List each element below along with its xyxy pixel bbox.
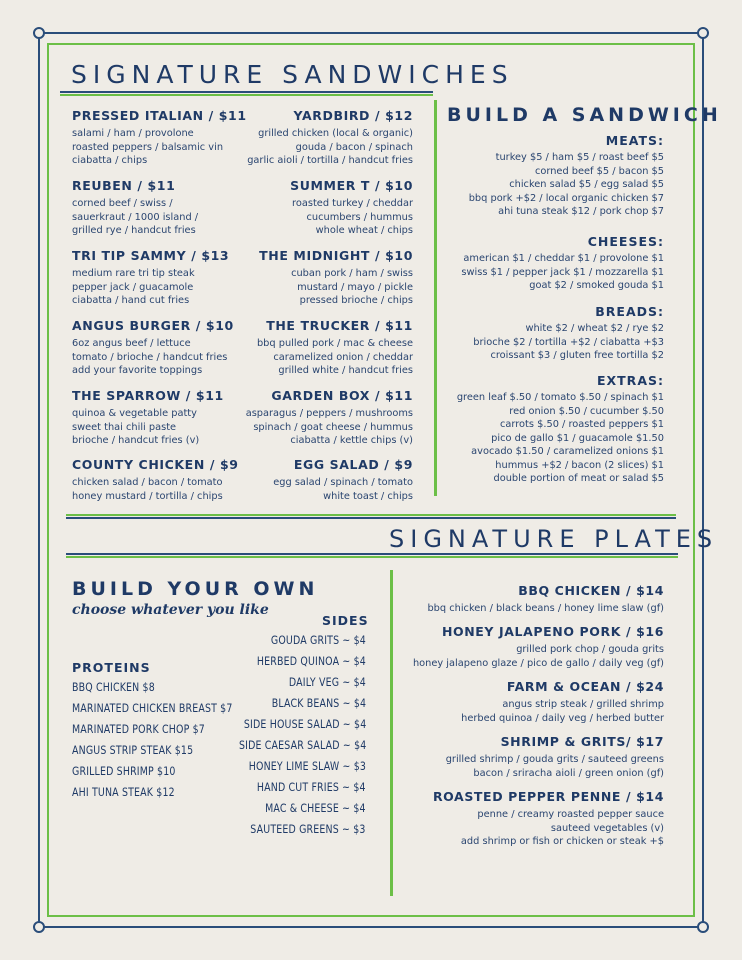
plate-description-line: herbed quinoa / daily veg / herbed butter <box>461 712 664 724</box>
build-option-line: ahi tuna steak $12 / pork chop $7 <box>498 206 664 217</box>
sandwich-description <box>257 337 413 378</box>
sandwich-description-line: ciabatta / chips <box>72 155 148 166</box>
build-section-lines <box>461 252 664 293</box>
plates-title: SIGNATURE PLATES <box>389 525 719 553</box>
build-section-lines <box>469 151 664 219</box>
plate-description-line: penne / creamy roasted pepper sauce <box>477 809 664 820</box>
plate-description-line: add shrimp or fish or chicken or steak +$ <box>460 836 664 847</box>
build-section-label: EXTRAS: <box>596 373 664 388</box>
plate-description <box>413 643 664 670</box>
sandwich-name: GARDEN BOX / $11 <box>271 388 413 403</box>
sandwich-name: EGG SALAD / $9 <box>293 457 413 472</box>
sandwich-description-line: roasted peppers / balsamic vin <box>72 141 224 153</box>
sandwich-description-line: salami / ham / provolone <box>72 128 194 139</box>
frame-corner-ornament <box>33 921 45 933</box>
divider <box>66 556 678 558</box>
sandwich-description-line: grilled rye / handcut fries <box>72 225 196 236</box>
sandwich-description-line: asparagus / peppers / mushrooms <box>245 408 413 419</box>
plate-name: ROASTED PEPPER PENNE / $14 <box>432 789 664 804</box>
sandwich-description-line: roasted turkey / cheddar <box>292 198 413 209</box>
sandwich-description-line: add your favorite toppings <box>72 365 203 376</box>
side-item: HAND CUT FRIES ~ $4 <box>257 780 366 794</box>
column-divider <box>390 570 393 896</box>
build-option-line: green leaf $.50 / tomato $.50 / spinach $1 <box>456 392 664 403</box>
sandwich-description-line: pressed brioche / chips <box>299 295 413 306</box>
build-option-line: corned beef $5 / bacon $5 <box>534 165 664 177</box>
sandwich-description-line: caramelized onion / cheddar <box>273 351 413 363</box>
sandwich-description-line: gouda / bacon / spinach <box>295 141 413 153</box>
protein-item: BBQ CHICKEN $8 <box>72 680 155 694</box>
plate-description-line: honey jalapeno glaze / pico de gallo / daily veg (gf) <box>412 657 664 669</box>
sandwich-name: REUBEN / $11 <box>72 178 176 193</box>
build-your-own-subtitle: choose whatever you like <box>72 602 269 618</box>
plate-name: HONEY JALAPENO PORK / $16 <box>441 624 664 639</box>
plate-description-line: grilled shrimp / gouda grits / sauteed greens <box>445 754 664 765</box>
sandwich-description <box>291 267 413 308</box>
sandwich-description-line: quinoa & vegetable patty <box>72 408 197 419</box>
sandwich-description-line: medium rare tri tip steak <box>72 268 195 279</box>
proteins-label: PROTEINS <box>72 660 151 675</box>
sandwich-name: THE SPARROW / $11 <box>72 388 224 403</box>
sandwich-description-line: sweet thai chili paste <box>72 421 177 433</box>
plate-description <box>461 698 664 725</box>
protein-item: ANGUS STRIP STEAK $15 <box>72 743 194 757</box>
plate-description <box>461 808 664 849</box>
side-item: DAILY VEG ~ $4 <box>288 675 366 689</box>
plate-name: FARM & OCEAN / $24 <box>506 679 664 694</box>
protein-item: AHI TUNA STEAK $12 <box>72 785 175 799</box>
sandwich-description <box>247 127 413 168</box>
sandwich-name: THE TRUCKER / $11 <box>266 318 413 333</box>
divider <box>66 514 676 516</box>
build-option-line: chicken salad $5 / egg salad $5 <box>509 179 664 190</box>
build-option-line: goat $2 / smoked gouda $1 <box>529 280 664 291</box>
build-section-lines <box>473 322 664 363</box>
side-item: SIDE CAESAR SALAD ~ $4 <box>238 738 366 752</box>
plate-name: SHRIMP & GRITS/ $17 <box>500 734 664 749</box>
sandwich-description-line: ciabatta / hand cut fries <box>72 295 190 306</box>
plate-description-line: angus strip steak / grilled shrimp <box>502 699 664 710</box>
sandwich-description-line: whole wheat / chips <box>315 225 413 236</box>
build-option-line: hummus +$2 / bacon (2 slices) $1 <box>495 459 664 471</box>
build-option-line: pico de gallo $1 / guacamole $1.50 <box>491 432 664 444</box>
sandwich-description <box>72 476 223 503</box>
sandwich-description-line: pepper jack / guacamole <box>72 281 194 293</box>
sandwich-description <box>292 197 413 238</box>
sandwich-description-line: tomato / brioche / handcut fries <box>72 351 228 363</box>
sandwich-description <box>72 337 227 378</box>
side-item: SAUTEED GREENS ~ $3 <box>250 822 366 836</box>
sandwich-name: COUNTY CHICKEN / $9 <box>72 457 239 472</box>
frame-corner-ornament <box>697 921 709 933</box>
plate-description-line: grilled pork chop / gouda grits <box>516 644 664 655</box>
side-item: BLACK BEANS ~ $4 <box>271 696 366 710</box>
column-divider <box>434 100 437 496</box>
protein-item: MARINATED PORK CHOP $7 <box>72 722 205 736</box>
build-option-line: swiss $1 / pepper jack $1 / mozzarella $1 <box>461 266 664 278</box>
divider <box>66 517 676 519</box>
sandwich-description-line: cucumbers / hummus <box>306 211 413 223</box>
sandwich-description-line: bbq pulled pork / mac & cheese <box>256 338 413 349</box>
sandwich-description-line: spinach / goat cheese / hummus <box>253 421 413 433</box>
build-option-line: turkey $5 / ham $5 / roast beef $5 <box>495 152 664 163</box>
sandwich-name: ANGUS BURGER / $10 <box>72 318 234 333</box>
side-item: GOUDA GRITS ~ $4 <box>270 633 366 647</box>
sandwich-name: THE MIDNIGHT / $10 <box>259 248 413 263</box>
build-option-line: brioche $2 / tortilla +$2 / ciabatta +$3 <box>473 336 664 348</box>
frame-corner-ornament <box>697 27 709 39</box>
plate-description <box>446 753 664 780</box>
sandwich-description <box>72 127 223 168</box>
build-section-label: CHEESES: <box>587 234 664 249</box>
sandwich-description-line: 6oz angus beef / lettuce <box>72 338 191 349</box>
build-option-line: american $1 / cheddar $1 / provolone $1 <box>463 253 664 264</box>
sandwiches-title: SIGNATURE SANDWICHES <box>71 60 514 89</box>
build-option-line: red onion $.50 / cucumber $.50 <box>509 405 664 417</box>
build-option-line: white $2 / wheat $2 / rye $2 <box>525 323 664 334</box>
side-item: HERBED QUINOA ~ $4 <box>256 654 366 668</box>
side-item: SIDE HOUSE SALAD ~ $4 <box>243 717 366 731</box>
divider <box>66 553 678 555</box>
sandwich-description-line: egg salad / spinach / tomato <box>273 477 413 488</box>
side-item: HONEY LIME SLAW ~ $3 <box>248 759 366 773</box>
sandwich-description-line: grilled white / handcut fries <box>278 365 413 376</box>
plate-description <box>427 602 664 616</box>
sandwich-description-line: honey mustard / tortilla / chips <box>72 490 223 502</box>
build-option-line: carrots $.50 / roasted peppers $1 <box>500 419 664 430</box>
sandwich-description-line: sauerkraut / 1000 island / <box>72 211 199 223</box>
sandwich-description-line: corned beef / swiss / <box>72 198 173 209</box>
sandwich-description-line: ciabatta / kettle chips (v) <box>290 435 413 446</box>
build-your-own-title: BUILD YOUR OWN <box>72 578 319 600</box>
plate-name: BBQ CHICKEN / $14 <box>518 583 664 598</box>
sandwich-name: SUMMER T / $10 <box>290 178 413 193</box>
frame-corner-ornament <box>33 27 45 39</box>
build-sandwich-title: BUILD A SANDWICH <box>447 104 722 126</box>
sides-label: SIDES <box>322 613 369 628</box>
sandwich-description-line: mustard / mayo / pickle <box>297 281 413 293</box>
build-section-label: BREADS: <box>595 304 664 319</box>
divider <box>60 94 433 96</box>
plate-description-line: sauteed vegetables (v) <box>550 822 664 834</box>
sandwich-name: YARDBIRD / $12 <box>293 108 413 123</box>
build-option-line: double portion of meat or salad $5 <box>493 473 664 484</box>
sandwich-description <box>72 267 195 308</box>
sandwich-description-line: grilled chicken (local & organic) <box>258 128 413 139</box>
build-option-line: croissant $3 / gluten free tortilla $2 <box>490 350 664 361</box>
sandwich-description <box>273 476 413 503</box>
build-option-line: bbq pork +$2 / local organic chicken $7 <box>468 192 664 204</box>
sandwich-description-line: cuban pork / ham / swiss <box>291 268 413 279</box>
plate-description-line: bbq chicken / black beans / honey lime slaw (gf) <box>427 603 664 614</box>
sandwich-description-line: garlic aioli / tortilla / handcut fries <box>247 155 413 166</box>
sandwich-name: PRESSED ITALIAN / $11 <box>72 108 247 123</box>
sandwich-description <box>72 407 199 448</box>
build-option-line: avocado $1.50 / caramelized onions $1 <box>471 446 664 457</box>
sandwich-description <box>246 407 413 448</box>
sandwich-description <box>72 197 198 238</box>
protein-item: GRILLED SHRIMP $10 <box>72 764 176 778</box>
sandwich-description-line: brioche / handcut fries (v) <box>72 435 200 446</box>
build-section-lines <box>457 391 664 486</box>
build-section-label: MEATS: <box>605 133 664 148</box>
plate-description-line: bacon / sriracha aioli / green onion (gf) <box>473 767 664 779</box>
sandwich-description-line: white toast / chips <box>323 490 413 502</box>
side-item: MAC & CHEESE ~ $4 <box>265 801 366 815</box>
sandwich-description-line: chicken salad / bacon / tomato <box>72 477 223 488</box>
protein-item: MARINATED CHICKEN BREAST $7 <box>72 701 233 715</box>
divider <box>60 91 433 93</box>
sandwich-name: TRI TIP SAMMY / $13 <box>72 248 230 263</box>
